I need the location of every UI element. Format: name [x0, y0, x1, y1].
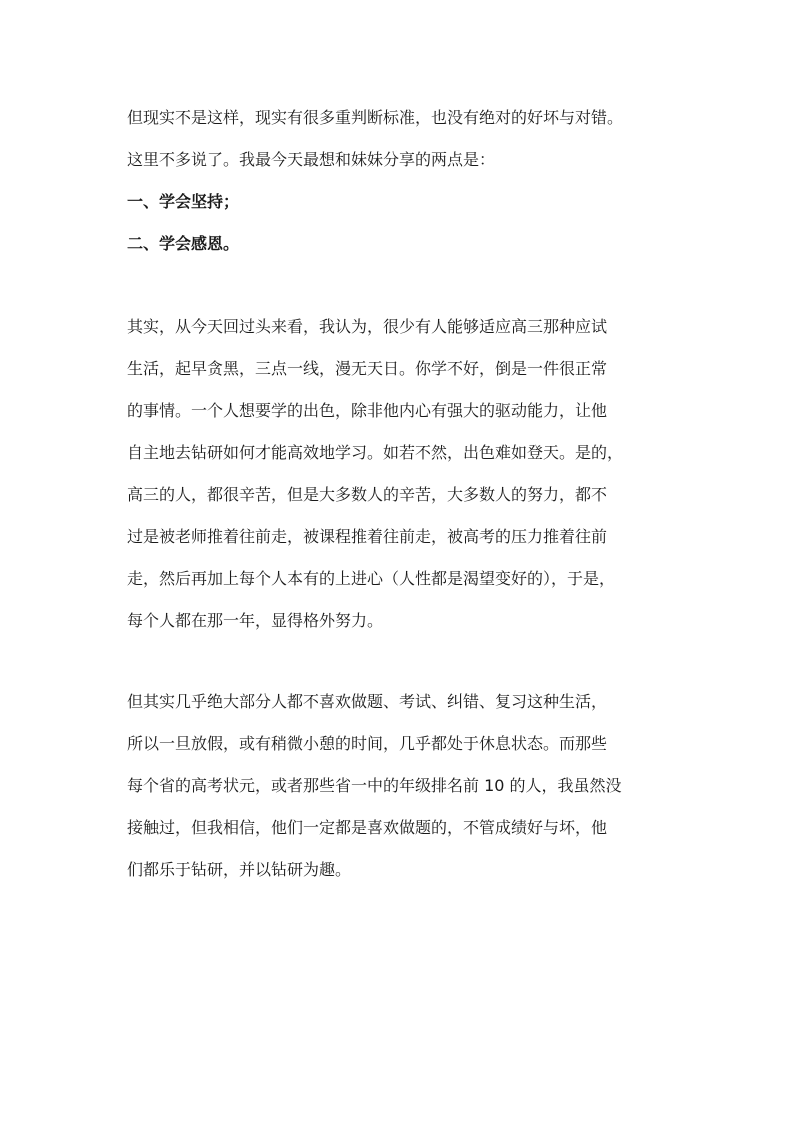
point-persistence: 一、学会坚持； [127, 192, 240, 211]
paragraph1-line-8: 每个人都在那一年，显得格外努力。 [127, 611, 384, 630]
intro-line-1: 但现实不是这样，现实有很多重判断标准，也没有绝对的好坏与对错。 [127, 108, 624, 127]
paragraph1-line-3: 的事情。一个人想要学的出色，除非他内心有强大的驱动能力，让他 [127, 401, 608, 420]
paragraph2-line-4: 接触过，但我相信，他们一定都是喜欢做题的，不管成绩好与坏，他 [127, 818, 608, 837]
intro-line-2: 这里不多说了。我最今天最想和妹妹分享的两点是： [127, 150, 496, 169]
paragraph2-line-5: 们都乐于钻研，并以钻研为趣。 [127, 860, 352, 879]
paragraph1-line-7: 走，然后再加上每个人本有的上进心（人性都是渴望变好的），于是， [127, 569, 616, 588]
paragraph2-line-1: 但其实几乎绝大部分人都不喜欢做题、考试、纠错、复习这种生活， [127, 692, 608, 711]
paragraph1-line-6: 过是被老师推着往前走，被课程推着往前走，被高考的压力推着往前 [127, 527, 608, 546]
paragraph1-line-1: 其实，从今天回过头来看，我认为，很少有人能够适应高三那种应试 [127, 317, 608, 336]
paragraph1-line-2: 生活，起早贪黑，三点一线，漫无天日。你学不好，倒是一件很正常 [127, 359, 608, 378]
paragraph1-line-4: 自主地去钻研如何才能高效地学习。如若不然，出色难如登天。是的， [127, 443, 624, 462]
paragraph2-line-2: 所以一旦放假，或有稍微小憩的时间，几乎都处于休息状态。而那些 [127, 734, 608, 753]
paragraph1-line-5: 高三的人，都很辛苦，但是大多数人的辛苦，大多数人的努力，都不 [127, 485, 608, 504]
point-gratitude: 二、学会感恩。 [127, 234, 240, 253]
paragraph2-line-3: 每个省的高考状元，或者那些省一中的年级排名前 10 的人，我虽然没 [127, 776, 622, 795]
